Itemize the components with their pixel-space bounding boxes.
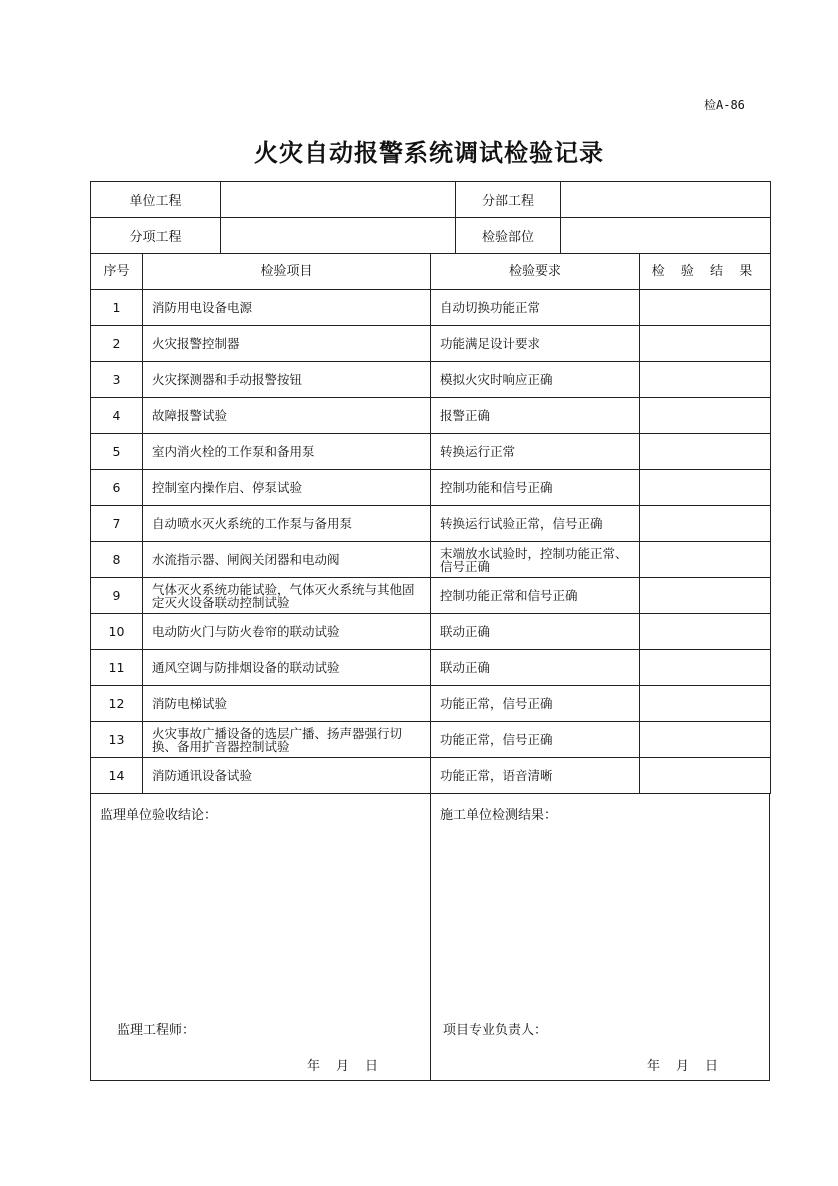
row-result-cell[interactable] (640, 686, 771, 722)
table-row (91, 506, 771, 542)
row-number: 3 (91, 362, 143, 398)
subitem-label: 分项工程 (91, 218, 221, 254)
row-number: 1 (91, 290, 143, 326)
row-requirement: 控制功能正常和信号正确 (431, 578, 640, 614)
row-requirement: 功能正常，信号正确 (431, 686, 640, 722)
row-result-cell[interactable] (640, 542, 771, 578)
row-result-cell[interactable] (640, 362, 771, 398)
row-requirement: 控制功能和信号正确 (431, 470, 640, 506)
date-month: 月 (676, 1059, 690, 1074)
row-inspection-item: 消防电梯试验 (143, 686, 431, 722)
row-inspection-item: 水流指示器、闸阀关闭器和电动阀 (143, 542, 431, 578)
project-leader-label: 项目专业负责人： (443, 1023, 548, 1038)
header-info-table (90, 181, 771, 254)
row-result-cell[interactable] (640, 326, 771, 362)
row-number: 8 (91, 542, 143, 578)
construction-date (647, 1055, 718, 1074)
row-inspection-item: 故障报警试验 (143, 398, 431, 434)
table-row (91, 722, 771, 758)
row-requirement: 功能正常，信号正确 (431, 722, 640, 758)
row-result-cell[interactable] (640, 398, 771, 434)
row-requirement: 联动正确 (431, 650, 640, 686)
row-requirement: 转换运行试验正常，信号正确 (431, 506, 640, 542)
supervision-date (307, 1055, 378, 1074)
date-month: 月 (336, 1059, 350, 1074)
column-header-requirement: 检验要求 (431, 254, 640, 290)
header-row-2 (91, 218, 771, 254)
row-result-cell[interactable] (640, 434, 771, 470)
division-field[interactable] (561, 182, 771, 218)
row-number: 7 (91, 506, 143, 542)
table-row (91, 686, 771, 722)
row-result-cell[interactable] (640, 614, 771, 650)
row-result-cell[interactable] (640, 470, 771, 506)
table-row (91, 362, 771, 398)
row-requirement: 联动正确 (431, 614, 640, 650)
inspection-table (90, 253, 771, 794)
table-row (91, 470, 771, 506)
date-year: 年 (647, 1059, 661, 1074)
row-number: 5 (91, 434, 143, 470)
row-result-cell[interactable] (640, 650, 771, 686)
row-inspection-item: 电动防火门与防火卷帘的联动试验 (143, 614, 431, 650)
date-year: 年 (307, 1059, 321, 1074)
row-inspection-item: 火灾报警控制器 (143, 326, 431, 362)
row-requirement: 自动切换功能正常 (431, 290, 640, 326)
row-requirement: 转换运行正常 (431, 434, 640, 470)
header-row-1 (91, 182, 771, 218)
table-row (91, 650, 771, 686)
row-result-cell[interactable] (640, 578, 771, 614)
table-row (91, 542, 771, 578)
row-requirement: 末端放水试验时，控制功能正常、信号正确 (431, 542, 640, 578)
page-title: 火灾自动报警系统调试检验记录 (254, 139, 604, 167)
row-result-cell[interactable] (640, 722, 771, 758)
section-divider (430, 793, 431, 1080)
table-row (91, 614, 771, 650)
row-result-cell[interactable] (640, 506, 771, 542)
construction-result-heading: 施工单位检测结果： (440, 808, 558, 823)
unit-project-field[interactable] (221, 182, 456, 218)
row-number: 9 (91, 578, 143, 614)
table-row (91, 758, 771, 794)
row-inspection-item: 自动喷水灭火系统的工作泵与备用泵 (143, 506, 431, 542)
table-row (91, 326, 771, 362)
table-header-row (91, 254, 771, 290)
row-inspection-item: 室内消火栓的工作泵和备用泵 (143, 434, 431, 470)
date-day: 日 (705, 1059, 719, 1074)
row-requirement: 报警正确 (431, 398, 640, 434)
division-label: 分部工程 (456, 182, 561, 218)
location-label: 检验部位 (456, 218, 561, 254)
row-inspection-item: 消防通讯设备试验 (143, 758, 431, 794)
row-result-cell[interactable] (640, 758, 771, 794)
column-header-item: 检验项目 (143, 254, 431, 290)
row-number: 13 (91, 722, 143, 758)
unit-project-label: 单位工程 (91, 182, 221, 218)
supervision-engineer-label: 监理工程师： (117, 1023, 196, 1038)
subitem-field[interactable] (221, 218, 456, 254)
column-header-result: 检 验 结 果 (640, 254, 771, 290)
table-row (91, 434, 771, 470)
row-number: 2 (91, 326, 143, 362)
table-row (91, 578, 771, 614)
row-number: 4 (91, 398, 143, 434)
row-requirement: 功能正常，语音清晰 (431, 758, 640, 794)
row-number: 6 (91, 470, 143, 506)
row-inspection-item: 消防用电设备电源 (143, 290, 431, 326)
row-requirement: 模拟火灾时响应正确 (431, 362, 640, 398)
row-inspection-item: 气体灭火系统功能试验，气体灭火系统与其他固定灭火设备联动控制试验 (143, 578, 431, 614)
row-requirement: 功能满足设计要求 (431, 326, 640, 362)
row-inspection-item: 通风空调与防排烟设备的联动试验 (143, 650, 431, 686)
row-inspection-item: 控制室内操作启、停泵试验 (143, 470, 431, 506)
supervision-conclusion-heading: 监理单位验收结论： (100, 808, 218, 823)
location-field[interactable] (561, 218, 771, 254)
table-row (91, 398, 771, 434)
table-row (91, 290, 771, 326)
form-code: 检A-86 (704, 98, 745, 112)
date-day: 日 (365, 1059, 379, 1074)
row-number: 12 (91, 686, 143, 722)
row-inspection-item: 火灾事故广播设备的选层广播、扬声器强行切换、备用扩音器控制试验 (143, 722, 431, 758)
row-number: 14 (91, 758, 143, 794)
row-number: 10 (91, 614, 143, 650)
conclusion-section (90, 793, 770, 1081)
column-header-no: 序号 (91, 254, 143, 290)
row-inspection-item: 火灾探测器和手动报警按钮 (143, 362, 431, 398)
row-result-cell[interactable] (640, 290, 771, 326)
row-number: 11 (91, 650, 143, 686)
